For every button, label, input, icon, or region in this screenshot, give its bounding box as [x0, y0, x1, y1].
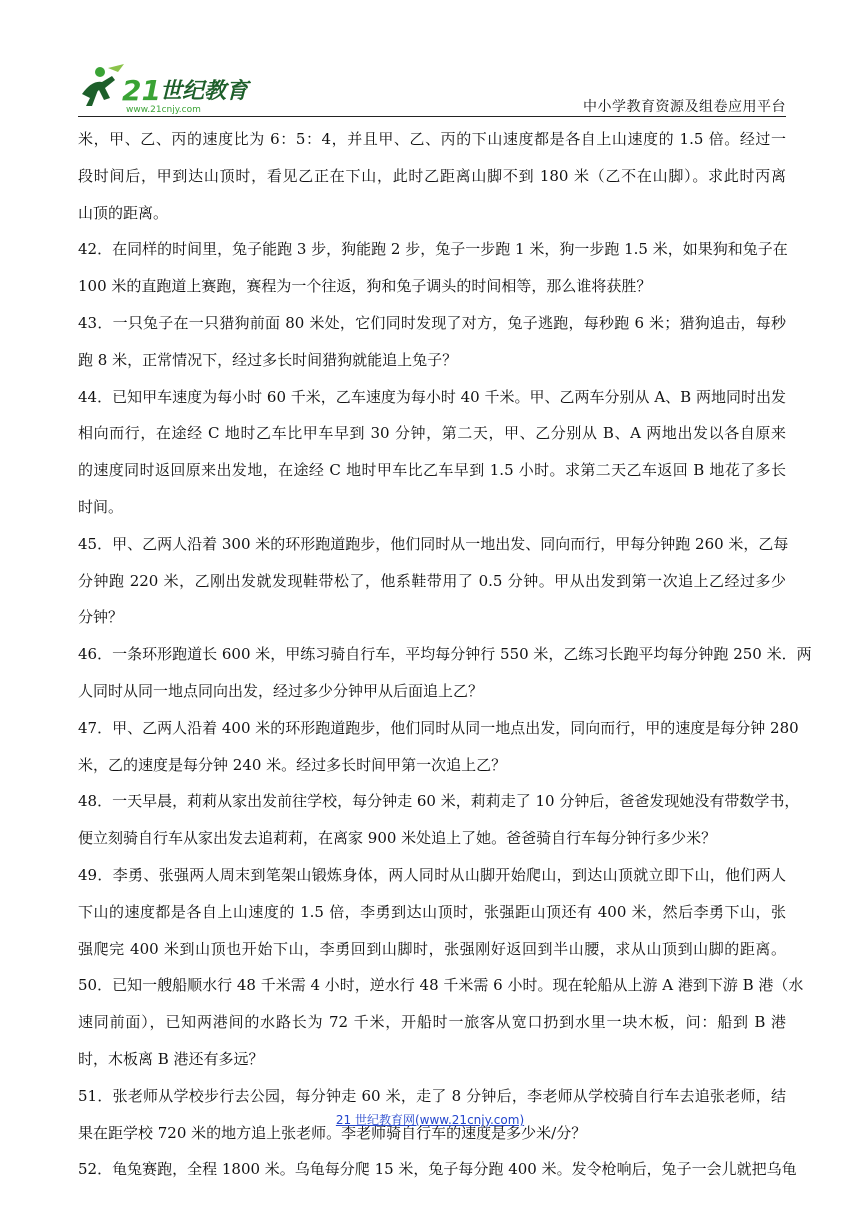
page-footer	[0, 1111, 860, 1128]
question-46-line: 46．一条环形跑道长 600 米，甲练习骑自行车，平均每分钟行 550 米，乙练习长跑平均每分钟跑 250 米．两	[78, 645, 812, 664]
question-44-line: 44．已知甲车速度为每小时 60 千米，乙车速度为每小时 40 千米。甲、乙两车分别从 A、B 两地同时出发	[78, 387, 786, 406]
text-line: 段时间后，甲到达山顶时，看见乙正在下山，此时乙距离山脚不到 180 米（乙不在山脚）。求此时丙离	[78, 166, 786, 185]
text-line: 果在距学校 720 米的地方追上张老师。李老师骑自行车的速度是多少米/分？	[78, 1123, 587, 1142]
exercise-content	[78, 121, 812, 1188]
text-line: 米，乙的速度是每分钟 240 米。经过多长时间甲第一次追上乙？	[78, 755, 507, 774]
text-line: 山顶的距离。	[78, 203, 169, 222]
question-49-line: 49．李勇、张强两人周末到笔架山锻炼身体，两人同时从山脚开始爬山，到达山顶就立即下山，他们两人	[78, 865, 786, 884]
text-line: 时，木板离 B 港还有多远？	[78, 1049, 264, 1068]
question-42-line: 42．在同样的时间里，兔子能跑 3 步，狗能跑 2 步，兔子一步跑 1 米，狗一步跑 1.5 米，如果狗和兔子在	[78, 240, 788, 259]
runner-logo-icon	[78, 62, 258, 116]
question-47-line: 47．甲、乙两人沿着 400 米的环形跑道跑步，他们同时从同一地点出发，同向而行，甲的速度是每分钟 280	[78, 718, 799, 737]
text-line: 强爬完 400 米到山顶也开始下山，李勇回到山脚时，张强刚好返回到半山腰，求从山顶到山脚的距离。	[78, 939, 786, 958]
header-divider	[78, 116, 786, 117]
page-header	[78, 62, 786, 118]
text-line: 分钟跑 220 米，乙刚出发就发现鞋带松了，他系鞋带用了 0.5 分钟。甲从出发到第一次追上乙经过多少	[78, 571, 786, 590]
question-51-line: 51．张老师从学校步行去公园，每分钟走 60 米，走了 8 分钟后，李老师从学校骑自行车去追张老师，结	[78, 1086, 786, 1105]
text-line: 米，甲、乙、丙的速度比为 6：5：4，并且甲、乙、丙的下山速度都是各自上山速度的 1.5 倍。经过一	[78, 130, 786, 148]
svg-text:21: 21	[122, 74, 161, 107]
footer-link[interactable]: 21 世纪教育网(www.21cnjy.com)	[335, 1113, 525, 1127]
question-50-line: 50．已知一艘船顺水行 48 千米需 4 小时，逆水行 48 千米需 6 小时。现在轮船从上游 A 港到下游 B 港（水	[78, 976, 804, 995]
question-48-line: 48．一天早晨，莉莉从家出发前往学校，每分钟走 60 米，莉莉走了 10 分钟后，爸爸发现她没有带数学书，	[78, 792, 800, 811]
text-line: 速同前面），已知两港间的水路长为 72 千米，开船时一旅客从宽口扔到水里一块木板，问：船到 B 港	[78, 1013, 786, 1032]
question-52-line: 52．龟兔赛跑，全程 1800 米。乌龟每分爬 15 米，兔子每分跑 400 米。发令枪响后，兔子一会儿就把乌龟	[78, 1160, 797, 1179]
text-line: 便立刻骑自行车从家出发去追莉莉，在离家 900 米处追上了她。爸爸骑自行车每分钟行多少米？	[78, 829, 717, 848]
question-43-line: 43．一只兔子在一只猎狗前面 80 米处，它们同时发现了对方，兔子逃跑，每秒跑 6 米；猎狗追击，每秒	[78, 313, 786, 332]
text-line: 人同时从同一地点同向出发，经过多少分钟甲从后面追上乙？	[78, 681, 484, 700]
platform-name: 中小学教育资源及组卷应用平台	[583, 99, 786, 115]
text-line: 分钟？	[78, 608, 124, 627]
text-line: 时间。	[78, 497, 124, 516]
text-line: 相向而行，在途经 C 地时乙车比甲车早到 30 分钟，第二天，甲、乙分别从 B、A 两地出发以各自原来	[78, 424, 786, 443]
text-line: 跑 8 米，正常情况下，经过多长时间猎狗就能追上兔子？	[78, 350, 458, 369]
text-line: 下山的速度都是各自上山速度的 1.5 倍，李勇到达山顶时，张强距山顶还有 400 米，然后李勇下山，张	[78, 902, 786, 921]
svg-text:世纪教育: 世纪教育	[160, 79, 249, 104]
site-logo[interactable]	[78, 62, 258, 116]
question-45-line: 45．甲、乙两人沿着 300 米的环形跑道跑步，他们同时从一地出发、同向而行，甲每分钟跑 260 米，乙每	[78, 534, 789, 553]
text-line: 100 米的直跑道上赛跑，赛程为一个往返，狗和兔子调头的时间相等，那么谁将获胜？	[78, 277, 652, 296]
svg-text:www.21cnjy.com: www.21cnjy.com	[126, 105, 201, 115]
text-line: 的速度同时返回原来出发地，在途经 C 地时甲车比乙车早到 1.5 小时。求第二天乙车返回 B 地花了多长	[78, 461, 786, 480]
